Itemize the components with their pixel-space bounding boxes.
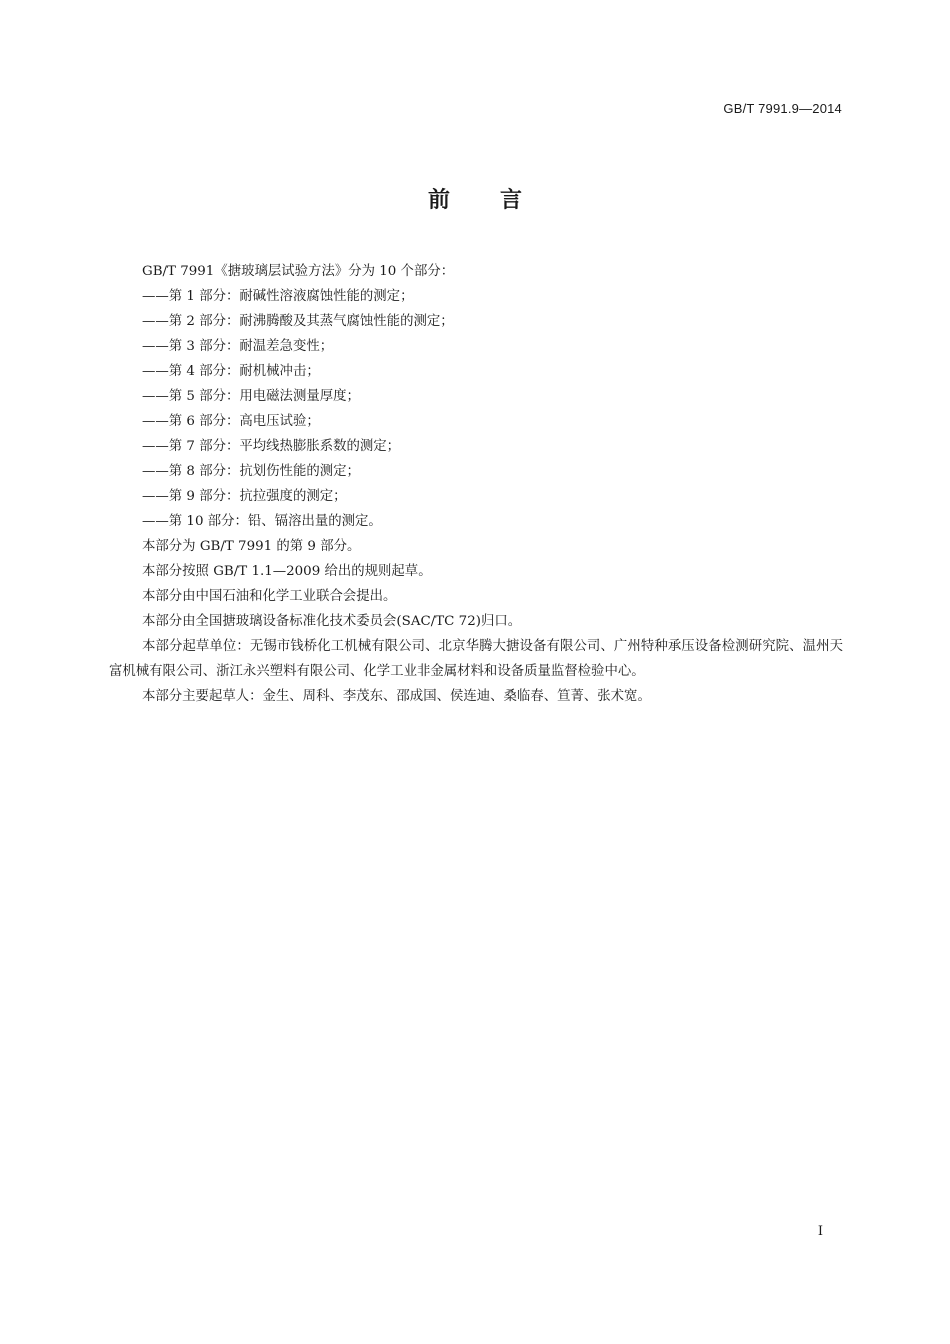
standard-code: GB/T 7991.9—2014: [723, 101, 842, 116]
page-title: [0, 183, 950, 214]
part-list-item: ——第 4 部分：耐机械冲击；: [142, 364, 320, 379]
title-char-2: 言: [500, 188, 523, 213]
drafting-rule-statement: 本部分按照 GB/T 1.1—2009 给出的规则起草。: [142, 564, 432, 579]
part-list-item: ——第 2 部分：耐沸腾酸及其蒸气腐蚀性能的测定；: [142, 314, 454, 329]
preface-body: [109, 259, 843, 709]
committee-statement: 本部分由全国搪玻璃设备标准化技术委员会(SAC/TC 72)归口。: [142, 614, 522, 629]
drafting-units-paragraph: 本部分起草单位：无锡市钱桥化工机械有限公司、北京华腾大搪设备有限公司、广州特种承压设备检测研究院、温州天富机械有限公司、浙江永兴塑料有限公司、化学工业非金属材料和设备质量监督检验中心。: [109, 639, 843, 679]
part-statement: 本部分为 GB/T 7991 的第 9 部分。: [142, 539, 361, 554]
drafters-paragraph: 本部分主要起草人：金生、周科、李茂东、邵成国、侯连迪、桑临春、笪菁、张术宽。: [142, 689, 651, 704]
part-list-item: ——第 8 部分：抗划伤性能的测定；: [142, 464, 360, 479]
part-list-item: ——第 1 部分：耐碱性溶液腐蚀性能的测定；: [142, 289, 414, 304]
part-list-item: ——第 7 部分：平均线热膨胀系数的测定；: [142, 439, 401, 454]
page-number: I: [817, 1224, 823, 1239]
part-list-item: ——第 5 部分：用电磁法测量厚度；: [142, 389, 360, 404]
part-list-item: ——第 3 部分：耐温差急变性；: [142, 339, 334, 354]
part-list-item: ——第 9 部分：抗拉强度的测定；: [142, 489, 347, 504]
intro-paragraph: GB/T 7991《搪玻璃层试验方法》分为 10 个部分：: [142, 264, 455, 279]
part-list-item: ——第 10 部分：铅、镉溶出量的测定。: [142, 514, 382, 529]
part-list-item: ——第 6 部分：高电压试验；: [142, 414, 320, 429]
title-char-1: 前: [427, 188, 450, 213]
proposer-statement: 本部分由中国石油和化学工业联合会提出。: [142, 589, 397, 604]
